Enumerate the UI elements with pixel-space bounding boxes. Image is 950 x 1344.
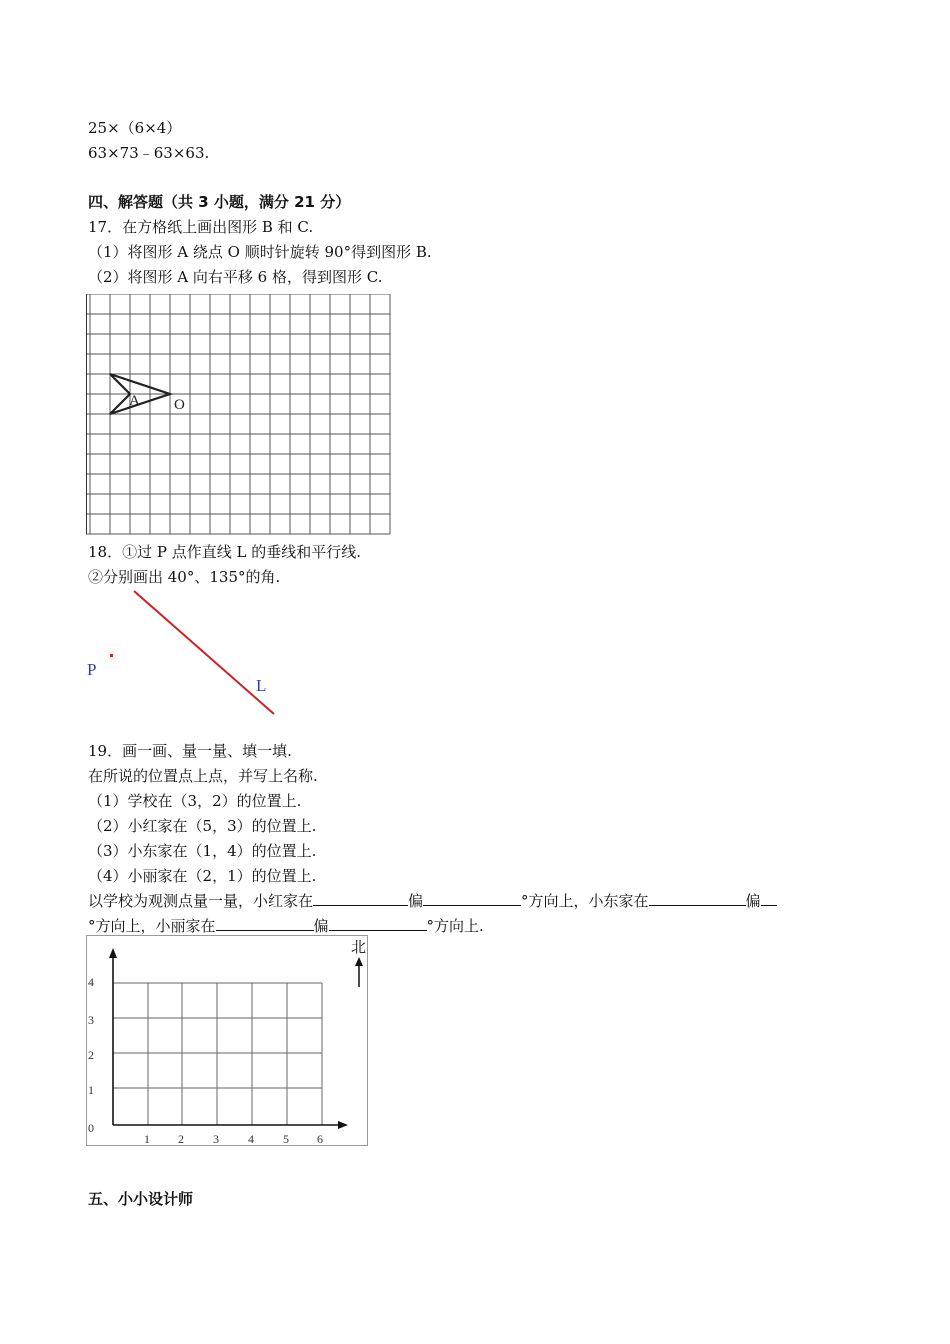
fill-text-6: 偏 [313, 917, 329, 935]
fill-text-1: 以学校为观测点量一量，小红家在 [88, 892, 314, 910]
x-tick-1: 1 [144, 1132, 150, 1146]
shape-a-label: A [129, 393, 140, 409]
y-axis-arrow [109, 948, 117, 958]
x-tick-5: 5 [283, 1132, 289, 1146]
calc-line-2: 63×73﹣63×63. [88, 144, 210, 162]
calc-line-1: 25×（6×4） [88, 119, 182, 137]
q18-part-2: ②分别画出 40°、135°的角. [88, 568, 281, 586]
fill-text-4: 偏 [745, 892, 761, 910]
fill-text-7: °方向上. [426, 917, 484, 935]
q17-part-1: （1）将图形 A 绕点 O 顺时针旋转 90°得到图形 B. [88, 243, 432, 261]
q17-grid-figure [86, 294, 392, 536]
line-l-label: L [256, 676, 267, 695]
blank-xiaoli-angle[interactable] [329, 916, 427, 931]
q19-title: 19．画一画、量一量、填一填. [88, 742, 292, 760]
q19-item-1: （1）学校在（3，2）的位置上. [88, 792, 302, 810]
y-tick-0: 0 [88, 1121, 94, 1135]
q19-item-4: （4）小丽家在（2，1）的位置上. [88, 867, 317, 885]
fill-text-5: °方向上，小丽家在 [88, 917, 216, 935]
blank-xiaodong-angle[interactable] [761, 891, 777, 906]
blank-xiaohong-angle[interactable] [423, 891, 521, 906]
y-tick-1: 1 [88, 1083, 94, 1097]
blank-xiaoli-direction[interactable] [216, 916, 314, 931]
section-4-heading: 四、解答题（共 3 小题，满分 21 分） [88, 193, 351, 211]
fill-text-3: °方向上，小东家在 [521, 892, 649, 910]
q19-item-2: （2）小红家在（5，3）的位置上. [88, 817, 317, 835]
point-o-label: O [174, 397, 185, 413]
y-tick-4: 4 [88, 975, 94, 989]
section-5-heading: 五、小小设计师 [88, 1190, 194, 1208]
q17-grid [86, 294, 390, 534]
q19-coordinate-figure [86, 935, 370, 1147]
point-p [110, 654, 113, 657]
north-arrowhead [355, 957, 363, 966]
blank-xiaodong-direction[interactable] [649, 891, 746, 906]
x-tick-2: 2 [178, 1132, 184, 1146]
line-l [134, 591, 274, 714]
y-tick-2: 2 [88, 1048, 94, 1062]
north-label: 北 [351, 938, 367, 956]
q19-item-3: （3）小东家在（1，4）的位置上. [88, 842, 317, 860]
x-tick-4: 4 [248, 1132, 254, 1146]
q17-part-2: （2）将图形 A 向右平移 6 格，得到图形 C. [88, 268, 383, 286]
q17-title: 17．在方格纸上画出图形 B 和 C. [88, 218, 314, 236]
q18-figure [84, 588, 284, 718]
x-tick-3: 3 [213, 1132, 219, 1146]
y-tick-3: 3 [88, 1013, 94, 1027]
q19-fill-line-1 [88, 891, 777, 911]
x-axis-arrow [338, 1121, 348, 1129]
point-p-label: P [87, 660, 97, 679]
q18-title: 18．①过 P 点作直线 L 的垂线和平行线. [88, 543, 361, 561]
q19-fill-line-2 [88, 916, 484, 936]
q19-grid [113, 983, 322, 1125]
fill-text-2: 偏 [408, 892, 424, 910]
x-tick-6: 6 [317, 1132, 323, 1146]
q19-instruction: 在所说的位置点上点，并写上名称. [88, 767, 318, 785]
blank-xiaohong-direction[interactable] [313, 891, 408, 906]
